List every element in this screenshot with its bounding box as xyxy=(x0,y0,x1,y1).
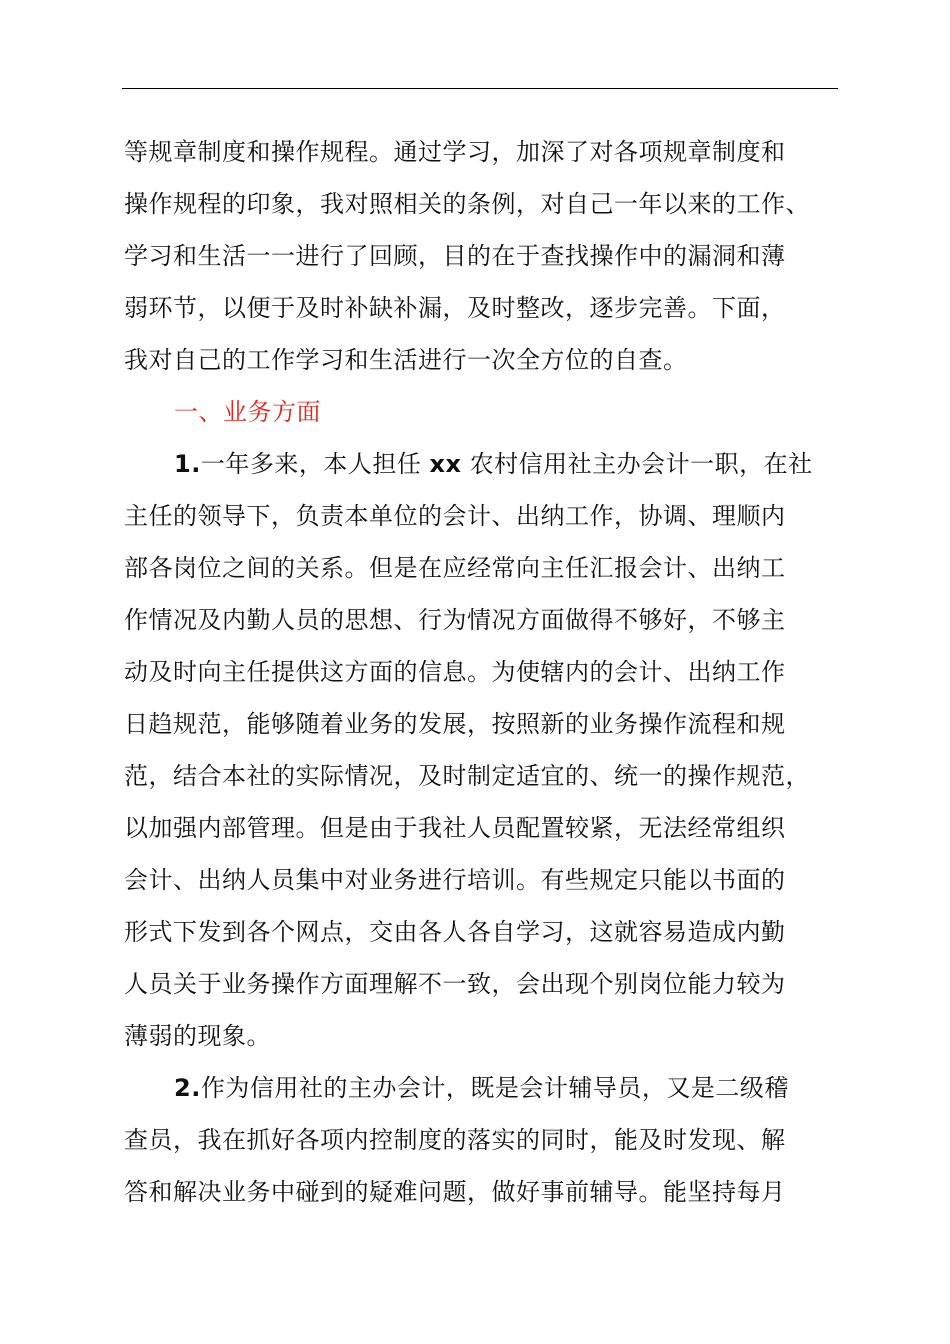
intro-line: 弱环节，以便于及时补缺补漏，及时整改，逐步完善。下面， xyxy=(124,294,786,322)
item1-first-line xyxy=(124,438,836,490)
item1-line: 日趋规范，能够随着业务的发展，按照新的业务操作流程和规 xyxy=(124,710,786,738)
item1-line: 范，结合本社的实际情况，及时制定适宜的、统一的操作规范， xyxy=(124,762,810,790)
intro-line: 学习和生活一一进行了回顾，目的在于查找操作中的漏洞和薄 xyxy=(124,242,786,270)
item1-line: 人员关于业务操作方面理解不一致，会出现个别岗位能力较为 xyxy=(124,970,786,998)
item1-line: 薄弱的现象。 xyxy=(124,1022,271,1050)
header-rule xyxy=(122,88,838,89)
intro-line: 操作规程的印象，我对照相关的条例，对自己一年以来的工作、 xyxy=(124,190,810,218)
intro-line: 我对自己的工作学习和生活进行一次全方位的自查。 xyxy=(124,346,688,374)
item1-line: 动及时向主任提供这方面的信息。为使辖内的会计、出纳工作 xyxy=(124,658,786,686)
item1-line: 以加强内部管理。但是由于我社人员配置较紧，无法经常组织 xyxy=(124,814,786,842)
item2-first-line xyxy=(124,1062,836,1114)
item1-line: 作情况及内勤人员的思想、行为情况方面做得不够好，不够主 xyxy=(124,606,786,634)
item1-text-a: 一年多来，本人担任 xyxy=(200,450,422,478)
item1-number: 1. xyxy=(174,450,201,478)
item2-number: 2. xyxy=(174,1074,201,1102)
item1-line: 形式下发到各个网点，交由各人各自学习，这就容易造成内勤 xyxy=(124,918,786,946)
intro-line: 等规章制度和操作规程。通过学习，加深了对各项规章制度和 xyxy=(124,138,786,166)
item2-line: 答和解决业务中碰到的疑难问题，做好事前辅导。能坚持每月 xyxy=(124,1178,786,1206)
item2-line: 查员，我在抓好各项内控制度的落实的同时，能及时发现、解 xyxy=(124,1126,786,1154)
item1-line: 部各岗位之间的关系。但是在应经常向主任汇报会计、出纳工 xyxy=(124,554,786,582)
item2-text: 作为信用社的主办会计，既是会计辅导员，又是二级稽 xyxy=(200,1074,789,1102)
item1-text-b: 农村信用社主办会计一职，在社 xyxy=(469,450,813,478)
item1-text-bold: xx xyxy=(429,450,462,478)
item1-line: 会计、出纳人员集中对业务进行培训。有些规定只能以书面的 xyxy=(124,866,786,894)
document-body xyxy=(124,126,836,1218)
section-heading: 一、业务方面 xyxy=(174,398,321,426)
item1-line: 主任的领导下，负责本单位的会计、出纳工作，协调、理顺内 xyxy=(124,502,786,530)
